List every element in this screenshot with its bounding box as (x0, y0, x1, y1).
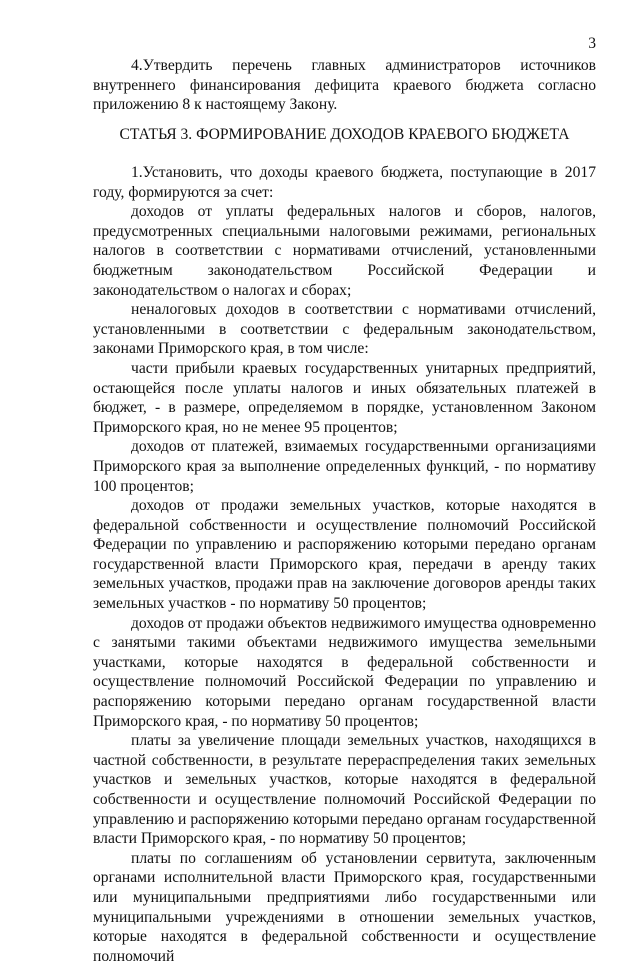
paragraph-profit-share: части прибыли краевых государственных унитарных предприятий, остающейся после уплаты налогов и иных обязательных платежей в бюджет, - в размере, определяемом в порядке, установленном Законом Приморского края, но не менее 95 процентов; (93, 359, 596, 436)
paragraph-payments-organizations: доходов от платежей, взимаемых государственными организациями Приморского края за выполнение определенных функций, - по нормативу 100 процентов; (93, 438, 596, 495)
page-number: 3 (588, 35, 596, 52)
paragraph-land-area-increase: платы за увеличение площади земельных участков, находящихся в частной собственности, в результате перераспределения таких земельных участков и земельных участков, которые находятся в федеральной собственности и осуществление полномочий Российской Федерации по управлению и распоряжению которыми передано органам государственной власти Приморского края, - по нормативу 50 процентов; (93, 732, 596, 848)
article-heading: СТАТЬЯ 3. ФОРМИРОВАНИЕ ДОХОДОВ КРАЕВОГО БЮДЖЕТА (119, 126, 570, 143)
paragraph-establish: 1.Установить, что доходы краевого бюджета, поступающие в 2017 году, формируются за счет: (93, 164, 596, 201)
intro-block (93, 56, 596, 115)
paragraph-land-sales: доходов от продажи земельных участков, которые находятся в федеральной собственности и осуществление полномочий Российской Федерации по управлению и распоряжению которыми передано органам государственной власти Приморского края, передачи в аренду таких земельных участков, продажи прав на заключение договоров аренды таких земельных участков - по нормативу 50 процентов; (93, 497, 596, 613)
paragraph-federal-taxes: доходов от уплаты федеральных налогов и сборов, налогов, предусмотренных специальными налоговыми режимами, региональных налогов в соответствии с нормативами отчислений, установленными бюджетным законодательством Российской Федерации и законодательством о налогах и сборах; (93, 203, 596, 299)
paragraph-non-tax-income: неналоговых доходов в соответствии с нормативами отчислений, установленными в соответствии с федеральным законодательством, законами Приморского края, в том числе: (93, 301, 596, 358)
article-body (93, 163, 596, 966)
paragraph-servitude-payments: платы по соглашениям об установлении сервитута, заключенным органами исполнительной власти Приморского края, государственными или муниципальными предприятиями либо государственными или муниципальными учреждениями в отношении земельных участков, которые находятся в федеральной собственности и осуществление полномочий (93, 849, 596, 965)
intro-paragraph: 4.Утвердить перечень главных администраторов источников внутреннего финансирования дефицита краевого бюджета согласно приложению 8 к настоящему Закону. (93, 57, 596, 114)
paragraph-real-estate-sales: доходов от продажи объектов недвижимого имущества одновременно с занятыми такими объектами недвижимого имущества земельными участками, которые находятся в федеральной собственности и осуществление полномочий Российской Федерации по управлению и распоряжению которыми передано органам государственной власти Приморского края, - по нормативу 50 процентов; (93, 614, 596, 730)
